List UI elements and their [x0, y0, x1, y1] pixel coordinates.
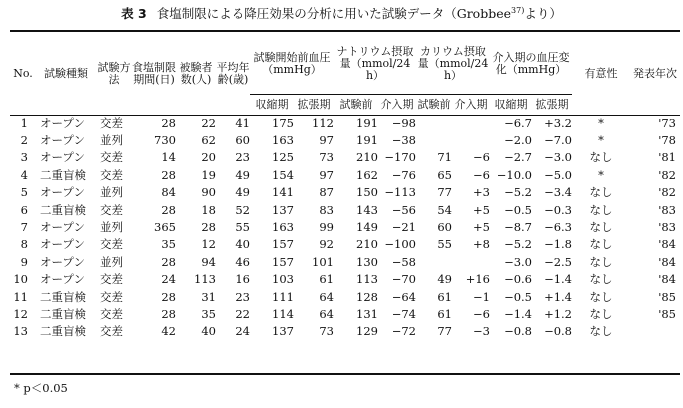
cell-dia-pre: 83 — [319, 202, 334, 217]
table-body — [10, 115, 680, 341]
cell-significance: なし — [589, 272, 613, 287]
cell-sys-pre: 157 — [272, 237, 294, 252]
cell-subjects: 40 — [201, 324, 216, 339]
cell-subjects: 18 — [201, 202, 216, 217]
table-title-suffix: より） — [524, 6, 562, 21]
cell-method: 交差 — [100, 306, 123, 321]
cell-period: 28 — [161, 254, 176, 269]
cell-year: '83 — [658, 202, 676, 217]
bottom-rule — [10, 373, 680, 375]
table-row — [10, 254, 680, 271]
cell-period: 730 — [154, 132, 176, 147]
cell-method: 交差 — [100, 272, 123, 287]
header-year: 発表年次 — [633, 67, 677, 81]
cell-type: 二重盲検 — [40, 202, 86, 217]
cell-significance: * — [598, 115, 604, 130]
cell-significance: なし — [589, 289, 613, 304]
cell-period: 35 — [161, 237, 176, 252]
cell-k-before: 77 — [437, 185, 452, 200]
cell-na-during: −100 — [384, 237, 416, 252]
cell-no: 2 — [20, 132, 28, 147]
cell-method: 交差 — [100, 289, 123, 304]
table-row — [10, 115, 680, 132]
cell-na-before: 162 — [356, 167, 378, 182]
cell-na-during: −113 — [384, 185, 416, 200]
header-age: 平均年齢(歳) — [216, 61, 250, 87]
cell-dia-change: −0.3 — [544, 202, 572, 217]
cell-no: 12 — [13, 306, 28, 321]
cell-na-before: 131 — [356, 306, 378, 321]
cell-na-before: 128 — [356, 289, 378, 304]
cell-sys-pre: 114 — [272, 306, 294, 321]
cell-dia-pre: 101 — [312, 254, 334, 269]
cell-dia-pre: 99 — [319, 219, 334, 234]
cell-dia-pre: 92 — [319, 237, 334, 252]
cell-k-before: 55 — [437, 237, 452, 252]
cell-na-during: −76 — [391, 167, 416, 182]
table-row — [10, 289, 680, 306]
cell-k-before — [416, 132, 452, 149]
cell-sys-pre: 163 — [272, 219, 294, 234]
cell-dia-change: −3.0 — [544, 150, 572, 165]
cell-age: 24 — [235, 324, 250, 339]
cell-significance: * — [598, 167, 604, 182]
table-row — [10, 306, 680, 323]
cell-dia-change: −5.0 — [544, 167, 572, 182]
cell-dia-pre: 64 — [319, 289, 334, 304]
cell-type: 二重盲検 — [40, 306, 86, 321]
cell-sys-pre: 125 — [272, 150, 294, 165]
cell-age: 41 — [235, 115, 250, 130]
cell-sys-pre: 141 — [272, 185, 294, 200]
table-row — [10, 323, 680, 340]
cell-subjects: 31 — [201, 289, 216, 304]
cell-dia-pre: 87 — [319, 185, 334, 200]
header-significance: 有意性 — [584, 67, 618, 81]
cell-method: 並列 — [100, 254, 123, 269]
cell-dia-change: −1.4 — [544, 272, 572, 287]
cell-k-before: 77 — [437, 324, 452, 339]
cell-dia-pre: 97 — [319, 167, 334, 182]
cell-na-before: 143 — [356, 202, 378, 217]
footnote: * p＜0.05 — [14, 381, 68, 395]
cell-year: '81 — [658, 150, 676, 165]
subheader-change-diastolic: 拡張期 — [535, 97, 569, 111]
cell-k-during: −6 — [473, 150, 490, 165]
cell-year: '85 — [658, 289, 676, 304]
cell-k-before: 65 — [437, 167, 452, 182]
subheader-change-systolic: 収縮期 — [494, 97, 528, 111]
cell-type: オープン — [40, 115, 85, 130]
cell-na-before: 130 — [356, 254, 378, 269]
cell-method: 交差 — [100, 150, 123, 165]
cell-type: オープン — [40, 185, 85, 200]
cell-dia-change: −0.8 — [544, 324, 572, 339]
header-row — [10, 34, 680, 94]
cell-dia-pre: 64 — [319, 306, 334, 321]
cell-sys-pre: 175 — [272, 115, 294, 130]
cell-sys-pre: 154 — [272, 167, 294, 182]
cell-sys-change: −6.7 — [504, 115, 532, 130]
cell-period: 84 — [161, 185, 176, 200]
cell-method: 交差 — [100, 324, 123, 339]
cell-method: 交差 — [100, 115, 123, 130]
cell-k-during — [452, 132, 490, 149]
cell-sys-pre: 137 — [272, 324, 294, 339]
table-title — [0, 4, 683, 22]
cell-k-during — [452, 254, 490, 271]
header-period: 食塩制限期間(日) — [132, 61, 176, 87]
cell-age: 60 — [235, 132, 250, 147]
table-label: 表 3 — [121, 6, 147, 21]
cell-k-before: 60 — [437, 219, 452, 234]
cell-age: 46 — [235, 254, 250, 269]
cell-sys-change: −0.6 — [504, 272, 532, 287]
cell-sys-pre: 137 — [272, 202, 294, 217]
cell-no: 11 — [13, 289, 28, 304]
cell-year: '83 — [658, 219, 676, 234]
cell-year — [630, 323, 680, 340]
cell-age: 23 — [235, 289, 250, 304]
cell-na-before: 113 — [356, 272, 378, 287]
cell-subjects: 28 — [201, 219, 216, 234]
cell-period: 42 — [161, 324, 176, 339]
cell-na-before: 191 — [356, 115, 378, 130]
table-row — [10, 184, 680, 201]
cell-sys-change: −8.7 — [504, 219, 532, 234]
cell-year: '78 — [658, 132, 676, 147]
cell-na-during: −74 — [391, 306, 416, 321]
cell-k-before: 54 — [437, 202, 452, 217]
cell-k-during: −6 — [473, 306, 490, 321]
cell-no: 3 — [20, 150, 28, 165]
cell-year: '82 — [658, 167, 676, 182]
cell-type: オープン — [40, 132, 85, 147]
cell-age: 22 — [235, 306, 250, 321]
cell-no: 7 — [20, 219, 28, 234]
header-method: 試験方法 — [97, 61, 131, 87]
subheader-diastolic: 拡張期 — [297, 97, 331, 111]
cell-subjects: 19 — [201, 167, 216, 182]
cell-age: 16 — [235, 272, 250, 287]
cell-type: 二重盲検 — [40, 167, 86, 182]
cell-dia-pre: 97 — [319, 132, 334, 147]
cell-period: 28 — [161, 167, 176, 182]
cell-no: 6 — [20, 202, 28, 217]
cell-significance: * — [598, 132, 604, 147]
cell-period: 24 — [161, 272, 176, 287]
cell-age: 55 — [235, 219, 250, 234]
cell-significance: なし — [589, 237, 613, 252]
table-row — [10, 219, 680, 236]
cell-dia-pre: 61 — [319, 272, 334, 287]
cell-type: オープン — [40, 272, 85, 287]
cell-subjects: 113 — [194, 272, 216, 287]
cell-na-before: 210 — [356, 237, 378, 252]
cell-type: オープン — [40, 150, 85, 165]
subheader-k-before: 試験前 — [417, 97, 451, 111]
cell-subjects: 35 — [201, 306, 216, 321]
cell-type: オープン — [40, 237, 85, 252]
cell-dia-pre: 73 — [319, 324, 334, 339]
cell-sys-pre: 111 — [272, 289, 294, 304]
cell-dia-change: −3.4 — [544, 185, 572, 200]
cell-sys-change: −10.0 — [496, 167, 532, 182]
cell-na-during: −72 — [391, 324, 416, 339]
cell-k-during — [452, 115, 490, 132]
cell-significance: なし — [589, 150, 613, 165]
cell-significance: なし — [589, 219, 613, 234]
cell-dia-change: +1.4 — [544, 289, 572, 304]
cell-subjects: 62 — [201, 132, 216, 147]
table-row — [10, 271, 680, 288]
table-title-text: 食塩制限による降圧効果の分析に用いた試験データ（Grobbee — [156, 6, 512, 21]
cell-k-during: +8 — [473, 237, 490, 252]
cell-dia-change: −7.0 — [544, 132, 572, 147]
table-row — [10, 202, 680, 219]
cell-sys-pre: 157 — [272, 254, 294, 269]
cell-no: 8 — [20, 237, 28, 252]
cell-sys-pre: 103 — [272, 272, 294, 287]
cell-k-during: +5 — [473, 219, 490, 234]
cell-year: '84 — [658, 272, 676, 287]
cell-type: 二重盲検 — [40, 289, 86, 304]
cell-age: 23 — [235, 150, 250, 165]
cell-dia-change: +1.2 — [544, 306, 572, 321]
cell-period: 28 — [161, 306, 176, 321]
cell-na-during: −70 — [391, 272, 416, 287]
cell-subjects: 12 — [201, 237, 216, 252]
cell-k-before: 49 — [437, 272, 452, 287]
cell-no: 4 — [20, 167, 28, 182]
cell-dia-change: −2.5 — [544, 254, 572, 269]
cell-na-during: −64 — [391, 289, 416, 304]
cell-method: 並列 — [100, 132, 123, 147]
cell-method: 並列 — [100, 219, 123, 234]
cell-age: 49 — [235, 167, 250, 182]
cell-significance: なし — [589, 202, 613, 217]
cell-method: 並列 — [100, 185, 123, 200]
cell-year: '84 — [658, 237, 676, 252]
cell-dia-pre: 112 — [312, 115, 334, 130]
header-k: カリウム摂取量（mmol/24 h） — [416, 34, 490, 94]
cell-type: 二重盲検 — [40, 324, 86, 339]
cell-period: 28 — [161, 115, 176, 130]
cell-dia-change: −6.3 — [544, 219, 572, 234]
cell-method: 交差 — [100, 202, 123, 217]
cell-sys-change: −3.0 — [504, 254, 532, 269]
cell-significance: なし — [589, 254, 613, 269]
cell-significance: なし — [589, 185, 613, 200]
cell-significance: なし — [589, 306, 613, 321]
cell-method: 交差 — [100, 237, 123, 252]
cell-k-during: −3 — [473, 324, 490, 339]
cell-k-during: −6 — [473, 167, 490, 182]
cell-subjects: 20 — [201, 150, 216, 165]
header-bp-pre: 試験開始前血圧（mmHg） — [250, 34, 334, 94]
cell-year: '82 — [658, 185, 676, 200]
top-rule — [10, 30, 680, 32]
cell-age: 40 — [235, 237, 250, 252]
cell-year: '73 — [658, 115, 676, 130]
cell-k-before: 61 — [437, 306, 452, 321]
subheader-na-during: 介入期 — [380, 97, 414, 111]
cell-k-during: +16 — [465, 272, 490, 287]
subheader-na-before: 試験前 — [339, 97, 373, 111]
cell-na-before: 129 — [356, 324, 378, 339]
data-table — [10, 34, 680, 341]
cell-sys-change: −2.0 — [504, 132, 532, 147]
cell-sys-change: −5.2 — [504, 185, 532, 200]
cell-na-during: −98 — [391, 115, 416, 130]
cell-no: 13 — [13, 324, 28, 339]
cell-k-during: −1 — [473, 289, 490, 304]
cell-k-during: +3 — [473, 185, 490, 200]
cell-dia-change: +3.2 — [544, 115, 572, 130]
cell-method: 交差 — [100, 167, 123, 182]
cell-sys-change: −5.2 — [504, 237, 532, 252]
cell-k-before — [416, 115, 452, 132]
cell-na-during: −56 — [391, 202, 416, 217]
table-row — [10, 132, 680, 149]
cell-na-during: −58 — [391, 254, 416, 269]
subheader-k-during: 介入期 — [454, 97, 488, 111]
cell-no: 9 — [20, 254, 28, 269]
header-bp-change: 介入期の血圧変化（mmHg） — [490, 34, 572, 94]
cell-age: 52 — [235, 202, 250, 217]
subheader-systolic: 収縮期 — [255, 97, 289, 111]
cell-na-during: −170 — [384, 150, 416, 165]
cell-sys-change: −2.7 — [504, 150, 532, 165]
cell-sys-change: −0.5 — [504, 202, 532, 217]
cell-no: 10 — [13, 272, 28, 287]
cell-na-before: 149 — [356, 219, 378, 234]
cell-significance: なし — [589, 324, 613, 339]
cell-no: 5 — [20, 185, 28, 200]
citation-superscript: 37) — [511, 5, 525, 15]
cell-na-during: −21 — [391, 219, 416, 234]
cell-sys-change: −0.5 — [504, 289, 532, 304]
cell-year: '84 — [658, 254, 676, 269]
table-row — [10, 149, 680, 166]
cell-k-during: +5 — [473, 202, 490, 217]
cell-period: 28 — [161, 289, 176, 304]
cell-k-before: 71 — [437, 150, 452, 165]
header-type: 試験種類 — [44, 67, 88, 81]
cell-type: オープン — [40, 219, 85, 234]
cell-period: 28 — [161, 202, 176, 217]
cell-subjects: 90 — [201, 185, 216, 200]
cell-no: 1 — [20, 115, 28, 130]
cell-dia-pre: 73 — [319, 150, 334, 165]
cell-dia-change: −1.8 — [544, 237, 572, 252]
cell-sys-change: −0.8 — [504, 324, 532, 339]
cell-sys-pre: 163 — [272, 132, 294, 147]
cell-age: 49 — [235, 185, 250, 200]
cell-na-during: −38 — [391, 132, 416, 147]
cell-na-before: 150 — [356, 185, 378, 200]
cell-na-before: 210 — [356, 150, 378, 165]
cell-period: 14 — [161, 150, 176, 165]
cell-k-before — [416, 254, 452, 271]
cell-type: オープン — [40, 254, 85, 269]
cell-subjects: 94 — [201, 254, 216, 269]
cell-subjects: 22 — [201, 115, 216, 130]
header-na: ナトリウム摂取量（mmol/24 h） — [334, 34, 416, 94]
cell-year: '85 — [658, 306, 676, 321]
header-no: No. — [13, 67, 33, 81]
header-subjects: 被験者数(人) — [179, 61, 213, 87]
table-row — [10, 167, 680, 184]
cell-k-before: 61 — [437, 289, 452, 304]
cell-period: 365 — [154, 219, 176, 234]
cell-sys-change: −1.4 — [504, 306, 532, 321]
table-row — [10, 236, 680, 253]
cell-na-before: 191 — [356, 132, 378, 147]
